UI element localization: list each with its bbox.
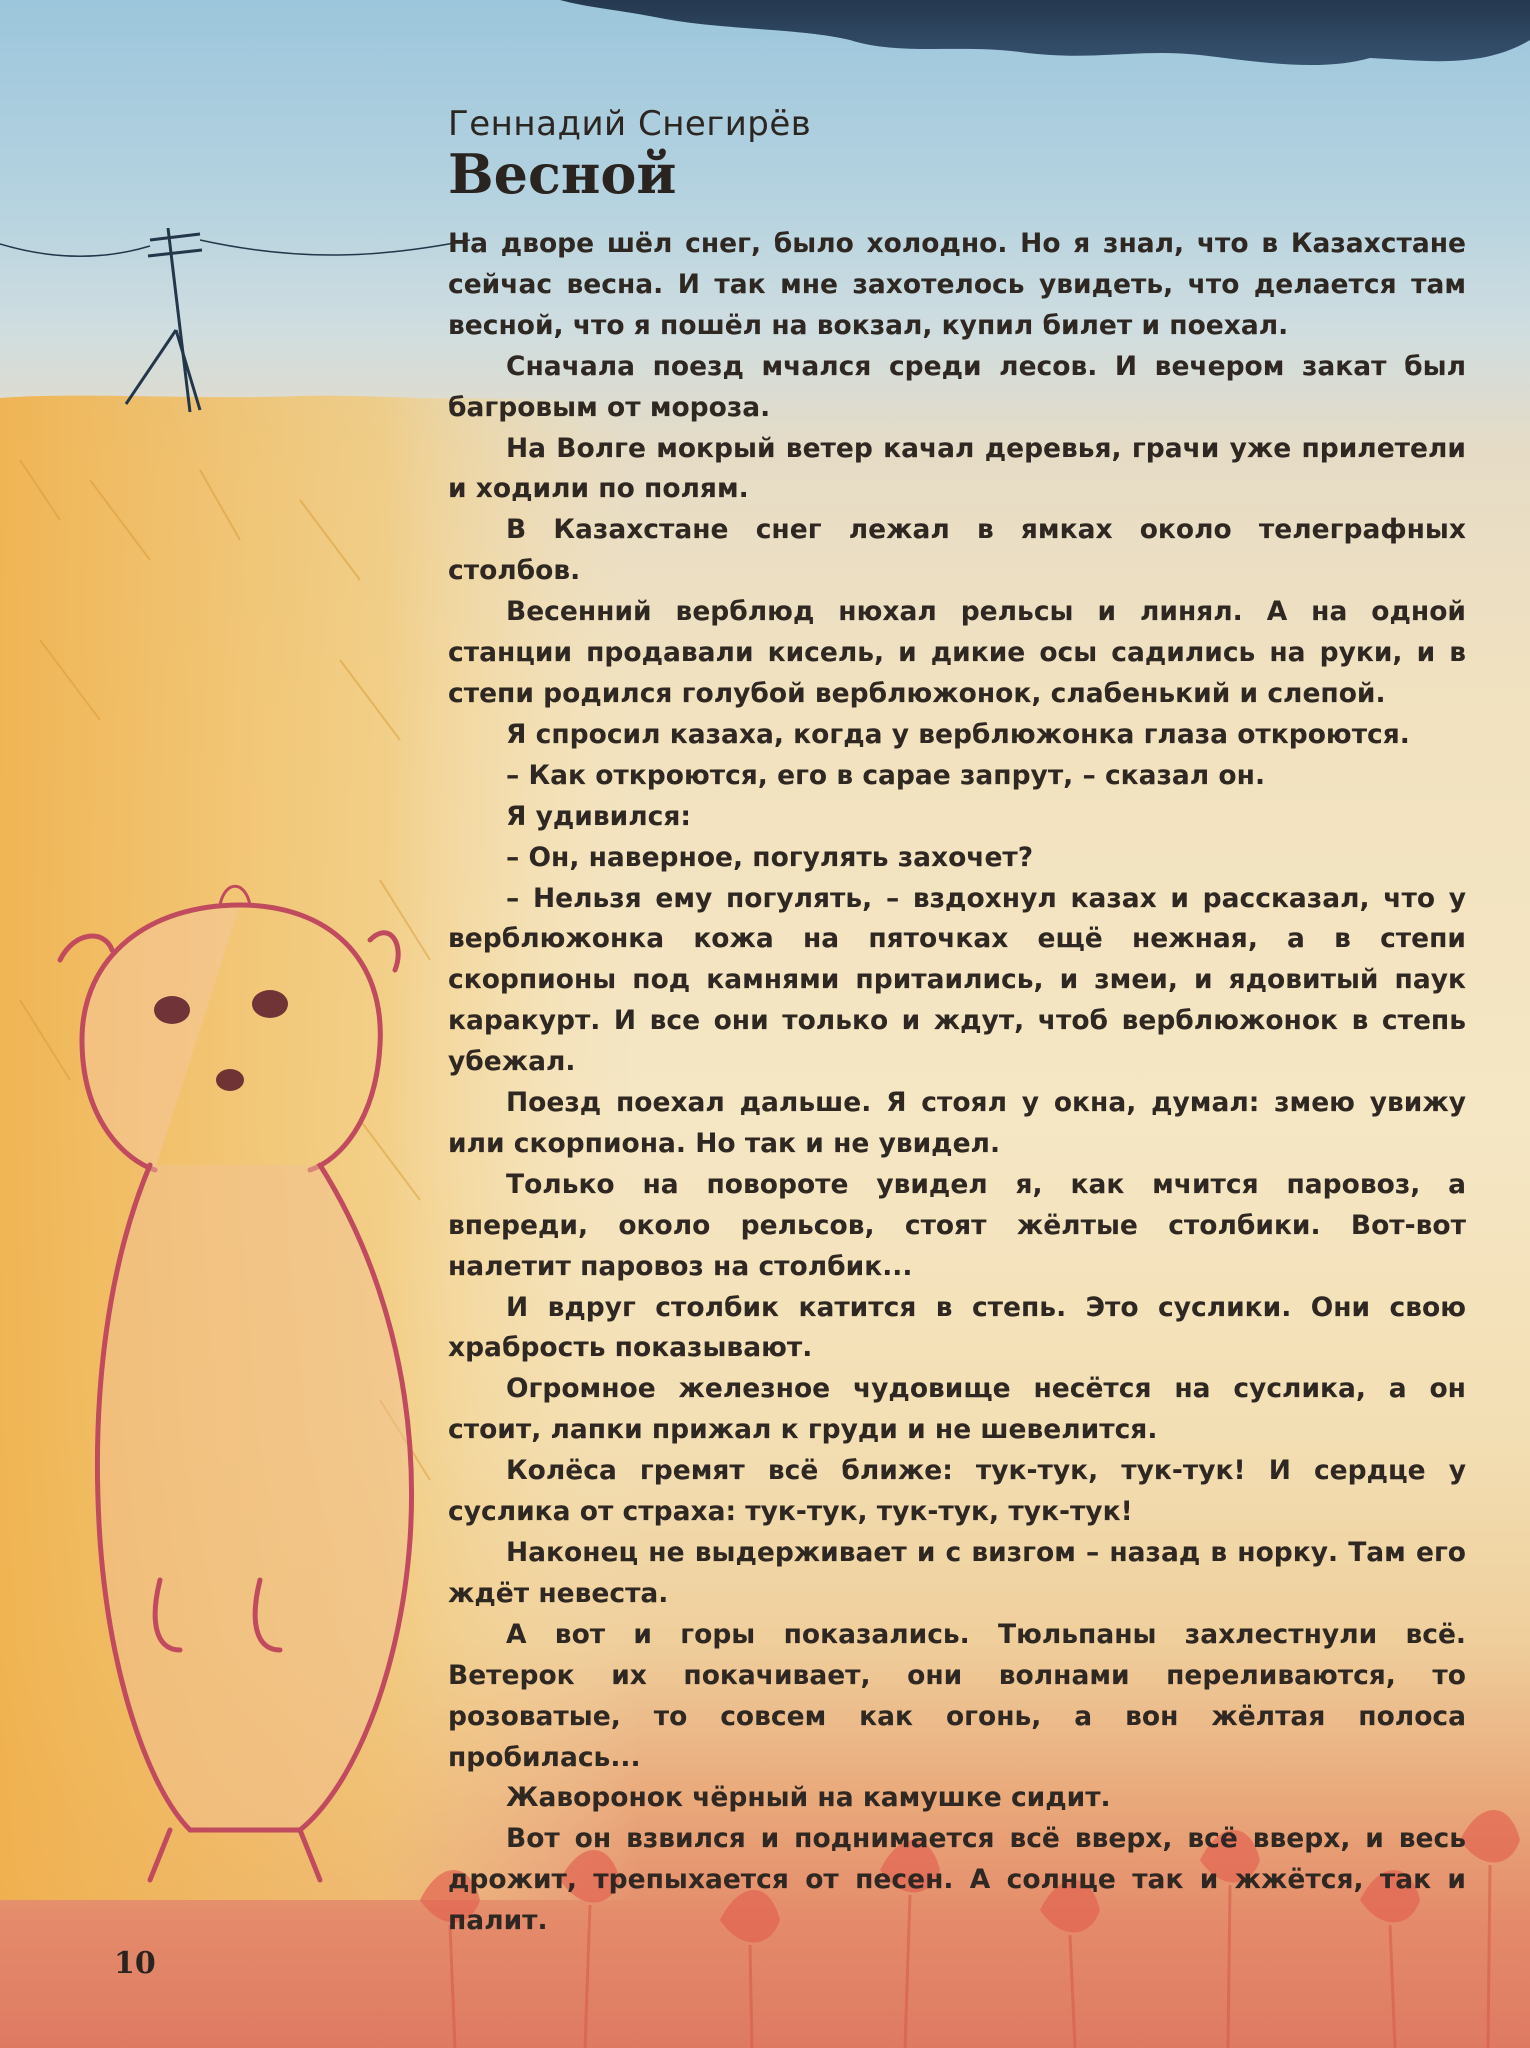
paragraph: Наконец не выдерживает и с визгом – назад в норку. Там его ждёт невеста. [448, 1537, 1466, 1609]
paragraph: Сначала поезд мчался среди лесов. И вечером закат был багровым от мороза. [448, 350, 1466, 423]
paragraph: Только на повороте увидел я, как мчится паровоз, а впереди, около рельсов, стоят жёлтые столбики. Вот-вот налетит паровоз на столбик... [448, 1168, 1466, 1282]
paragraph: В Казахстане снег лежал в ямках около телеграфных столбов. [448, 514, 1466, 587]
paragraph: А вот и горы показались. Тюльпаны захлестнули всё. Ветерок их покачивает, они волнами переливаются, то розоватые, то совсем как огонь, а вон жёлтая полоса пробилась... [448, 1618, 1466, 1773]
paragraph: Поезд поехал дальше. Я стоял у окна, думал: змею увижу или скорпиона. Но так и не увидел. [448, 1087, 1466, 1159]
paragraph: Колёса гремят всё ближе: тук-тук, тук-тук! И сердце у суслика от страха: тук-тук, тук-тук, тук-тук! [448, 1455, 1466, 1528]
paragraph: На дворе шёл снег, было холодно. Но я знал, что в Казахстане сейчас весна. И так мне захотелось увидеть, что делается там весной, что я пошёл на вокзал, купил билет и поехал. [448, 228, 1466, 341]
author-name: Геннадий Снегирёв [448, 104, 812, 144]
page-number: 10 [114, 1946, 156, 1981]
paragraph: Я удивился: [506, 800, 691, 832]
story-text [448, 224, 1466, 1942]
paragraph: – Он, наверное, погулять захочет? [506, 841, 1034, 873]
paragraph: Огромное железное чудовище несётся на суслика, а он стоит, лапки прижал к груди и не шевелится. [448, 1373, 1466, 1446]
paragraph: Весенний верблюд нюхал рельсы и линял. А на одной станции продавали кисель, и дикие осы садились на руки, и в степи родился голубой верблюжонок, слабенький и слепой. [448, 596, 1466, 709]
telegraph-pole-icon [0, 228, 470, 412]
paragraph: На Волге мокрый ветер качал деревья, грачи уже прилетели и ходили по полям. [448, 432, 1466, 505]
paragraph: Жаворонок чёрный на камушке сидит. [506, 1782, 1111, 1814]
story-title: Весной [448, 142, 677, 206]
paragraph: Вот он взвился и поднимается всё вверх, всё вверх, и весь дрожит, трепыхается от песен. А солнце так и жжётся, так и палит. [448, 1823, 1466, 1937]
paragraph: – Как откроются, его в сарае запрут, – сказал он. [506, 759, 1266, 791]
paragraph: Я спросил казаха, когда у верблюжонка глаза откроются. [506, 718, 1410, 750]
storm-cloud [560, 0, 1530, 65]
paragraph: И вдруг столбик катится в степь. Это суслики. Они свою храбрость показывают. [448, 1291, 1466, 1364]
paragraph: – Нельзя ему погулять, – вздохнул казах и рассказал, что у верблюжонка кожа на пяточках ещё нежная, а в степи скорпионы под камнями притаились, и змеи, и ядовитый паук каракурт. И все они только и ждут, чтоб верблюжонок в степь убежал. [448, 882, 1466, 1078]
